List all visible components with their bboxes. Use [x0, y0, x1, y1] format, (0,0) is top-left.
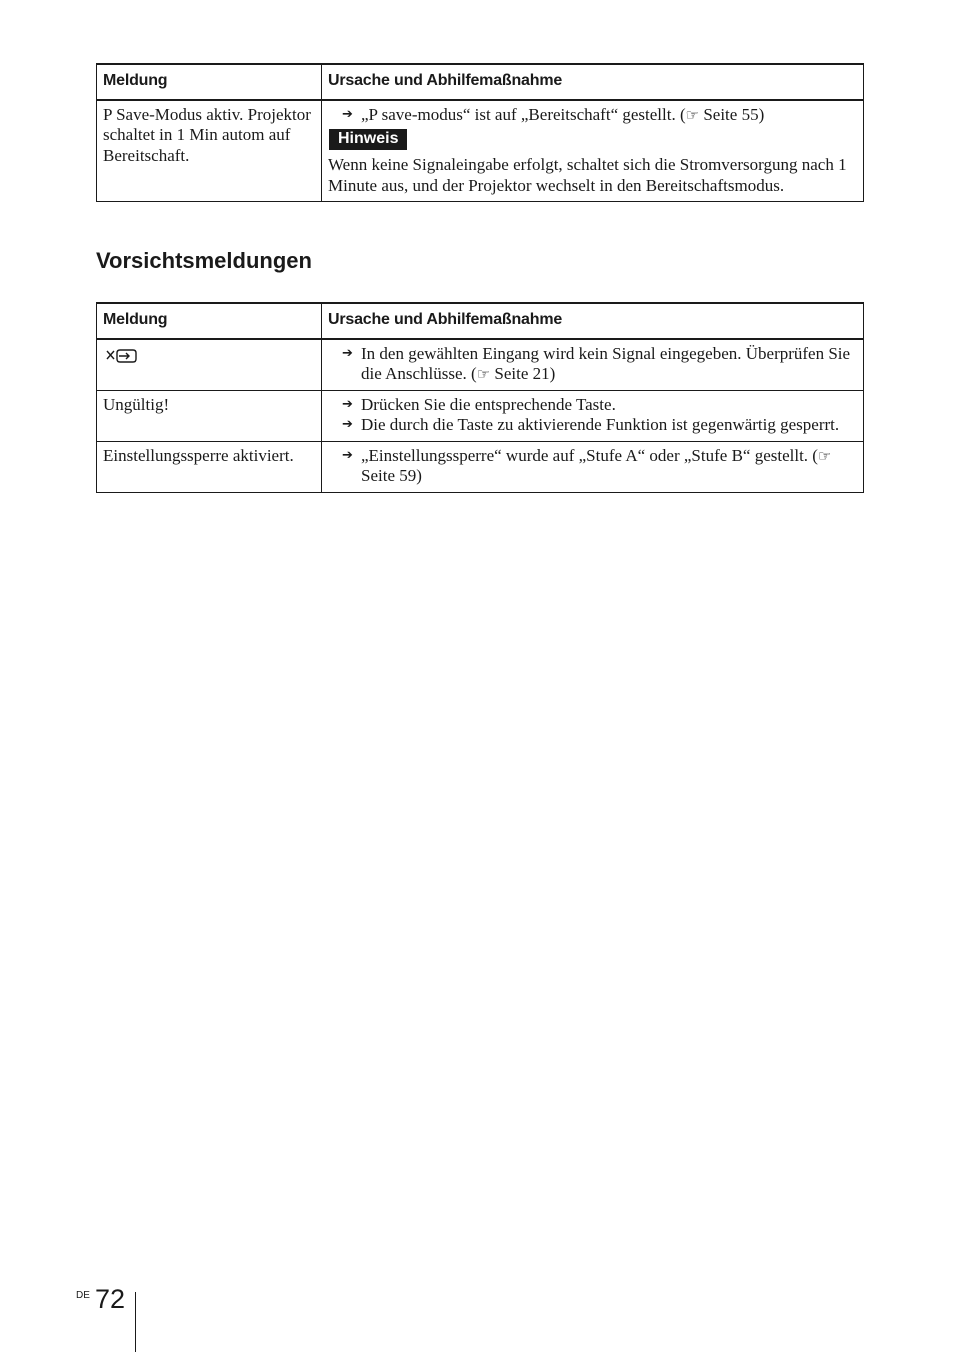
arrow-icon: ➔: [342, 447, 353, 463]
message-cell: Ungültig!: [97, 390, 322, 441]
message-cell: Einstellungssperre aktiviert.: [97, 441, 322, 492]
remedy-text: Drücken Sie die entsprechende Taste.: [361, 394, 616, 414]
header-message: Meldung: [97, 303, 322, 339]
message-cell: [97, 339, 322, 391]
page-reference-text: Seite 55): [699, 104, 765, 124]
header-cause-remedy: Ursache und Abhilfemaßnahme: [322, 303, 864, 339]
error-messages-table: [96, 63, 864, 202]
arrow-icon: ➔: [342, 396, 353, 412]
language-code: DE: [76, 1290, 90, 1301]
page-reference-icon: ☞: [476, 365, 491, 383]
table-row: [97, 441, 864, 492]
table-header-row: [97, 303, 864, 339]
page-number: 72: [95, 1284, 126, 1314]
page-reference-text: Seite 59): [361, 466, 422, 485]
table-row: [97, 100, 864, 202]
remedy-cell: [322, 339, 864, 391]
remedy-cell: [322, 100, 864, 202]
page-reference-icon: ☞: [685, 105, 700, 124]
arrow-icon: ➔: [342, 106, 353, 122]
remedy-text: „Einstellungssperre“ wurde auf „Stufe A“ oder „Stufe B“ gestellt. (: [361, 445, 818, 465]
note-label: Hinweis: [329, 129, 407, 150]
footer-divider: [135, 1292, 136, 1352]
no-input-signal-icon: [103, 346, 139, 366]
header-cause-remedy: Ursache und Abhilfemaßnahme: [322, 64, 864, 100]
page-reference-text: Seite 21): [490, 364, 556, 383]
remedy-text: „P save-modus“ ist auf „Bereitschaft“ gestellt. (: [361, 104, 686, 124]
message-cell: P Save-Modus aktiv. Projektor schaltet in 1 Min autom auf Bereitschaft.: [97, 100, 322, 202]
remedy-item: [328, 105, 857, 126]
remedy-item: [328, 415, 857, 436]
remedy-cell: [322, 441, 864, 492]
remedy-text: In den gewählten Eingang wird kein Signal eingegeben. Überprüfen Sie die Anschlüsse. (: [361, 343, 851, 383]
remedy-cell: [322, 390, 864, 441]
table-row: [97, 339, 864, 391]
table-header-row: [97, 64, 864, 100]
warning-messages-table: [96, 302, 864, 493]
table-row: [97, 390, 864, 441]
arrow-icon: ➔: [342, 345, 353, 361]
remedy-text: Die durch die Taste zu aktivierende Funktion ist gegenwärtig gesperrt.: [361, 415, 840, 434]
remedy-item: [328, 446, 857, 487]
remedy-item: [328, 395, 857, 416]
page-reference-icon: ☞: [817, 446, 832, 465]
header-message: Meldung: [97, 64, 322, 100]
section-title: Vorsichtsmeldungen: [96, 248, 312, 273]
note-text: Wenn keine Signaleingabe erfolgt, schaltet sich die Stromversorgung nach 1 Minute aus, und der Projektor wechselt in den Bereitschaftsmodus.: [328, 155, 847, 195]
remedy-item: [328, 344, 857, 385]
arrow-icon: ➔: [342, 417, 353, 432]
